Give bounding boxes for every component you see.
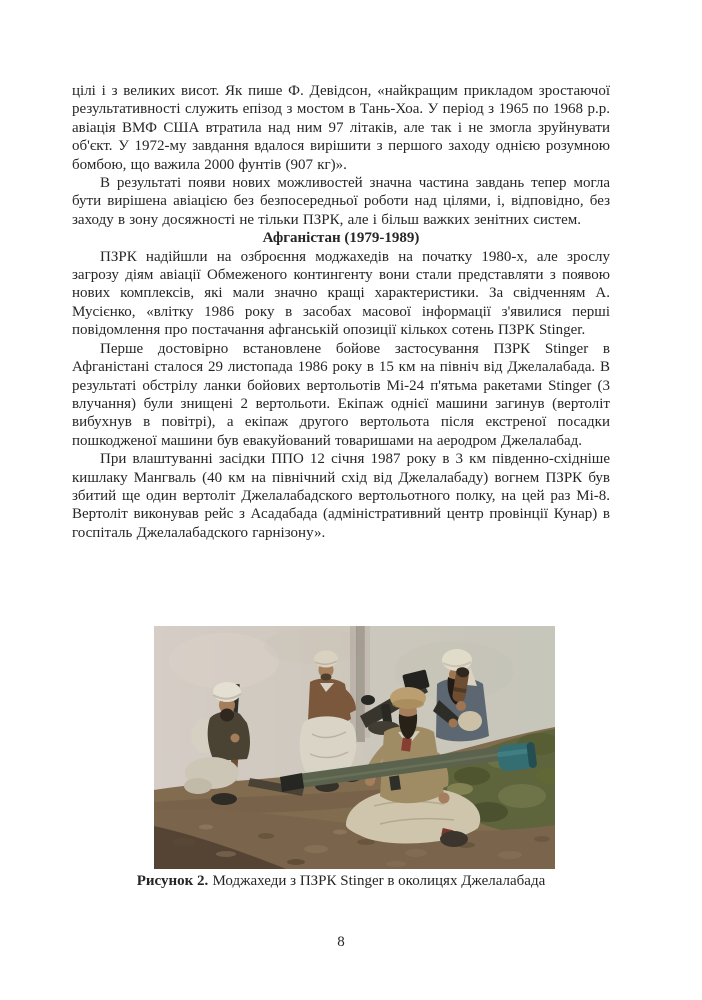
body-paragraph: цілі і з великих висот. Як пише Ф. Девідсон, «найкращим прикладом зростаючої результативності служить епізод з мостом в Тань-Хоа. У період з 1965 по 1968 р.р. авіація ВМФ США втратила над ним 97 літаків, але так і не змогла зруйнувати об'єкт. У 1972-му завдання вдалося вирішити з першого заходу однією розумною бомбою, що важила 2000 фунтів (907 кг)». [72, 83, 610, 173]
page-text-column [72, 82, 610, 542]
figure-photo [154, 626, 555, 869]
body-paragraph: При влаштуванні засідки ППО 12 січня 1987 року в 3 км південно-східніше кишлаку Мангваль (40 км на північний схід від Джелалабаду) вогнем ПЗРК був збитий ще один вертоліт Джелалабадского вертольотного полку, на цей раз Мі-8. Вертоліт виконував рейс з Асадабада (адміністративний центр провінції Кунар) в госпіталь Джелалабадского гарнізону». [72, 451, 610, 541]
body-paragraph: ПЗРК надійшли на озброєння моджахедів на початку 1980-х, але зрослу загрозу діям авіації Обмеженого контингенту вони стали представляти з появою нових комплексів, які мали значно кращі характеристики. За свідченням А. Мусієнко, «влітку 1986 року в засобах масової інформації з'явилися перші повідомлення про постачання афганській опозиції кількох сотень ПЗРК Stinger. [72, 248, 610, 339]
figure-caption [72, 872, 610, 890]
section-heading: Афганістан (1979-1989) [262, 230, 420, 247]
body-paragraph: В результаті появи нових можливостей значна частина завдань тепер могла бути вирішена авіацією без безпосередньої роботи над цілями, і, відповідно, без заходу в зону досяжності не тільки ПЗРК, але і більш важких зенітних систем. [72, 175, 610, 228]
body-paragraph: Перше достовірно встановлене бойове застосування ПЗРК Stinger в Афганістані сталося 29 листопада 1986 року в 15 км на північ від Джелалабада. В результаті обстрілу ланки бойових вертольотів Мі-24 п'ятьма ракетами Stinger (3 влучання) були знищені 2 вертольоти. Екіпаж однієї машини загинув (вертоліт вибухнув в повітрі), а екіпаж другого вертольота після екстреної посадки пошкодженої машини був евакуйований товаришами на аеродром Джелалабад. [72, 340, 610, 449]
figure-caption-label: Рисунок 2. [136, 873, 209, 889]
page-number: 8 [337, 934, 345, 950]
mujahideen-photo-illustration [154, 626, 555, 869]
figure-caption-text: Моджахеди з ПЗРК Stinger в околицях Джелалабада [212, 873, 546, 889]
